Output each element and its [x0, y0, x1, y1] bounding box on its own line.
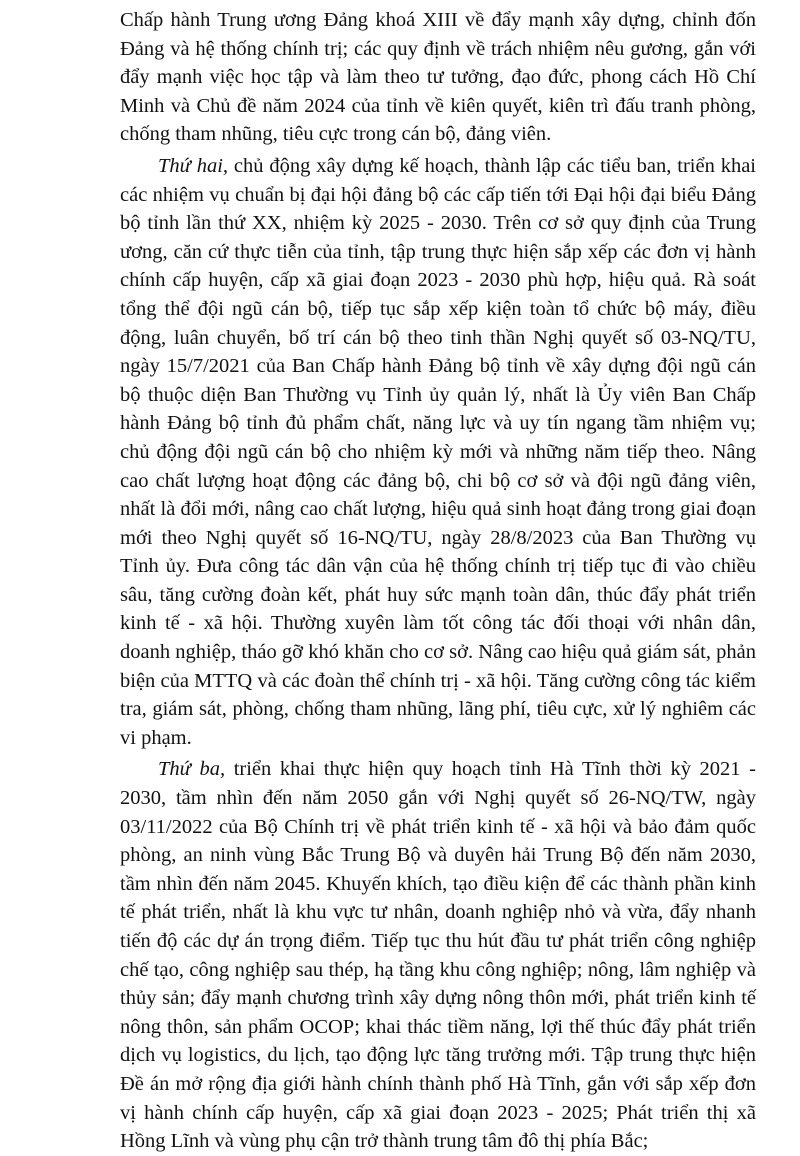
paragraph-text: chủ động xây dựng kế hoạch, thành lập các tiểu ban, triển khai các nhiệm vụ chuẩn bị đại hội đảng bộ các cấp tiến tới Đại hội đại biểu Đảng bộ tỉnh lần thứ XX, nhiệm kỳ 2025 - 2030. Trên cơ sở quy định của Trung ương, căn cứ thực tiễn của tỉnh, tập trung thực hiện sắp xếp các đơn vị hành chính cấp huyện, cấp xã giai đoạn 2023 - 2030 phù hợp, hiệu quả. Rà soát tổng thể đội ngũ cán bộ, tiếp tục sắp xếp kiện toàn tổ chức bộ máy, điều động, luân chuyển, bố trí cán bộ theo tinh thần Nghị quyết số 03-NQ/TU, ngày 15/7/2021 của Ban Chấp hành Đảng bộ tỉnh về xây dựng đội ngũ cán bộ thuộc diện Ban Thường vụ Tỉnh ủy quản lý, nhất là Ủy viên Ban Chấp hành Đảng bộ tỉnh đủ phẩm chất, năng lực và uy tín ngang tầm nhiệm vụ; chủ động đội ngũ cán bộ cho nhiệm kỳ mới và những năm tiếp theo. Nâng cao chất lượng hoạt động các đảng bộ, chi bộ cơ sở và đội ngũ đảng viên, nhất là đổi mới, nâng cao chất lượng, hiệu quả sinh hoạt đảng trong giai đoạn mới theo Nghị quyết số 16-NQ/TU, ngày 28/8/2023 của Ban Thường vụ Tỉnh ủy. Đưa công tác dân vận của hệ thống chính trị tiếp tục đi vào chiều sâu, tăng cường đoàn kết, phát huy sức mạnh toàn dân, thúc đẩy phát triển kinh tế - xã hội. Thường xuyên làm tốt công tác đối thoại với nhân dân, doanh nghiệp, tháo gỡ khó khăn cho cơ sở. Nâng cao hiệu quả giám sát, phản biện của MTTQ và các đoàn thể chính trị - xã hội. Tăng cường công tác kiểm tra, giám sát, phòng, chống tham nhũng, lãng phí, tiêu cực, xử lý nghiêm các vi phạm. [120, 154, 756, 749]
paragraph-text: triển khai thực hiện quy hoạch tỉnh Hà Tĩnh thời kỳ 2021 - 2030, tầm nhìn đến năm 2050 gắn với Nghị quyết số 26-NQ/TW, ngày 03/11/2022 của Bộ Chính trị về phát triển kinh tế - xã hội và bảo đảm quốc phòng, an ninh vùng Bắc Trung Bộ và duyên hải Trung Bộ đến năm 2030, tầm nhìn đến năm 2045. Khuyến khích, tạo điều kiện để các thành phần kinh tế phát triển, nhất là khu vực tư nhân, doanh nghiệp nhỏ và vừa, đẩy nhanh tiến độ các dự án trọng điểm. Tiếp tục thu hút đầu tư phát triển công nghiệp chế tạo, công nghiệp sau thép, hạ tầng khu công nghiệp; nông, lâm nghiệp và thủy sản; đẩy mạnh chương trình xây dựng nông thôn mới, phát triển kinh tế nông thôn, sản phẩm OCOP; khai thác tiềm năng, lợi thế thúc đẩy phát triển dịch vụ logistics, du lịch, tạo động lực tăng trưởng mới. Tập trung thực hiện Đề án mở rộng địa giới hành chính thành phố Hà Tĩnh, gắn với sắp xếp đơn vị hành chính cấp huyện, cấp xã giai đoạn 2023 - 2025; Phát triển thị xã Hồng Lĩnh và vùng phụ cận trở thành trung tâm đô thị phía Bắc; [120, 758, 756, 1153]
paragraph-text: Chấp hành Trung ương Đảng khoá XIII về đẩy mạnh xây dựng, chỉnh đốn Đảng và hệ thống chính trị; các quy định về trách nhiệm nêu gương, gắn với đẩy mạnh việc học tập và làm theo tư tưởng, đạo đức, phong cách Hồ Chí Minh và Chủ đề năm 2024 của tỉnh về kiên quyết, kiên trì đấu tranh phòng, chống tham nhũng, tiêu cực trong cán bộ, đảng viên. [120, 9, 756, 146]
paragraph-thu-ba [120, 755, 756, 1155]
paragraph-continuation [120, 6, 756, 149]
paragraph-thu-hai [120, 152, 756, 752]
paragraph-lead: Thứ ba, [158, 758, 226, 781]
paragraph-lead: Thứ hai, [158, 154, 229, 177]
